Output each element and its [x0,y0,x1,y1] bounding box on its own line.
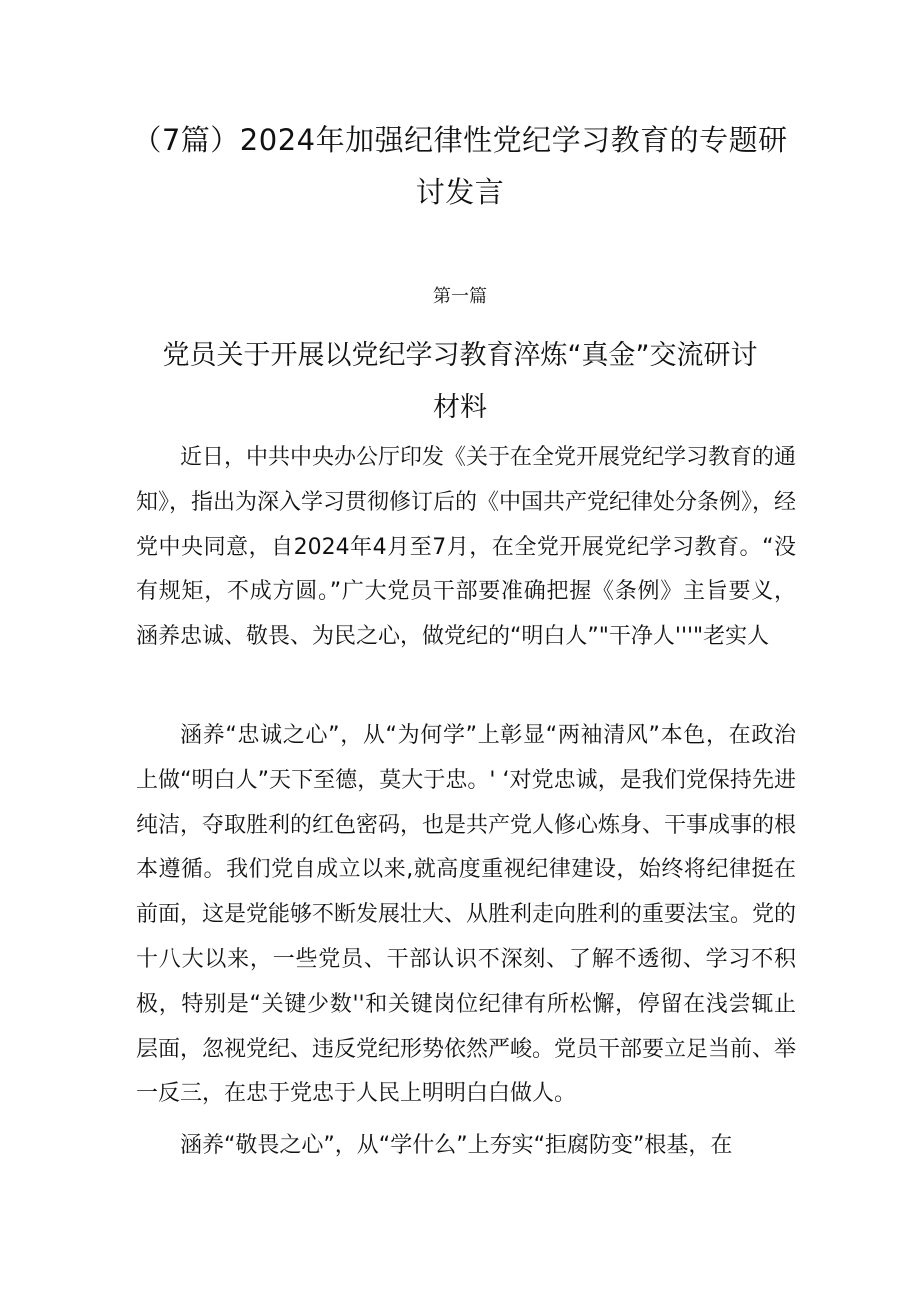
body-paragraph: 涵养“敬畏之心”，从“学什么”上夯实“拒腐防变”根基，在 [180,1133,733,1158]
body-paragraph: 近日，中共中央办公厅印发《关于在全党开展党纪学习教育的通知》，指出为深入学习贯彻修订后的《中国共产党纪律处分条例》，经党中央同意，自2024年4月至7月，在全党开展党纪学习教育。“没有规矩，不成方圆。”广大党员干部要准确把握《条例》主旨要义，涵养忠诚、敬畏、为民之心，做党纪的“明白人”"干净人'''"老实人 [136,445,797,650]
body-paragraph: 涵养“忠诚之心”，从“为何学”上彰显“两袖清风”本色，在政治上做“明白人”天下至德，莫大于忠。' ‘对党忠诚，是我们党保持先进纯洁，夺取胜利的红色密码，也是共产党人修心炼身、干事成事的根本遵循。我们党自成立以来,就高度重视纪律建设，始终将纪律挺在前面，这是党能够不断发展壮大、从胜利走向胜利的重要法宝。党的十八大以来，一些党员、干部认识不深刻、了解不透彻、学习不积极，特别是“关键少数''和关键岗位纪律有所松懈，停留在浅尝辄止层面，忽视党纪、违反党纪形势依然严峻。党员干部要立足当前、举一反三，在忠于党忠于人民上明明白白做人。 [136,723,797,1107]
section-title: 党员关于开展以党纪学习教育淬炼“真金”交流研讨材料 [162,340,758,423]
document-title: （7篇）2024年加强纪律性党纪学习教育的专题研讨发言 [132,123,788,209]
section-label: 第一篇 [433,286,487,307]
